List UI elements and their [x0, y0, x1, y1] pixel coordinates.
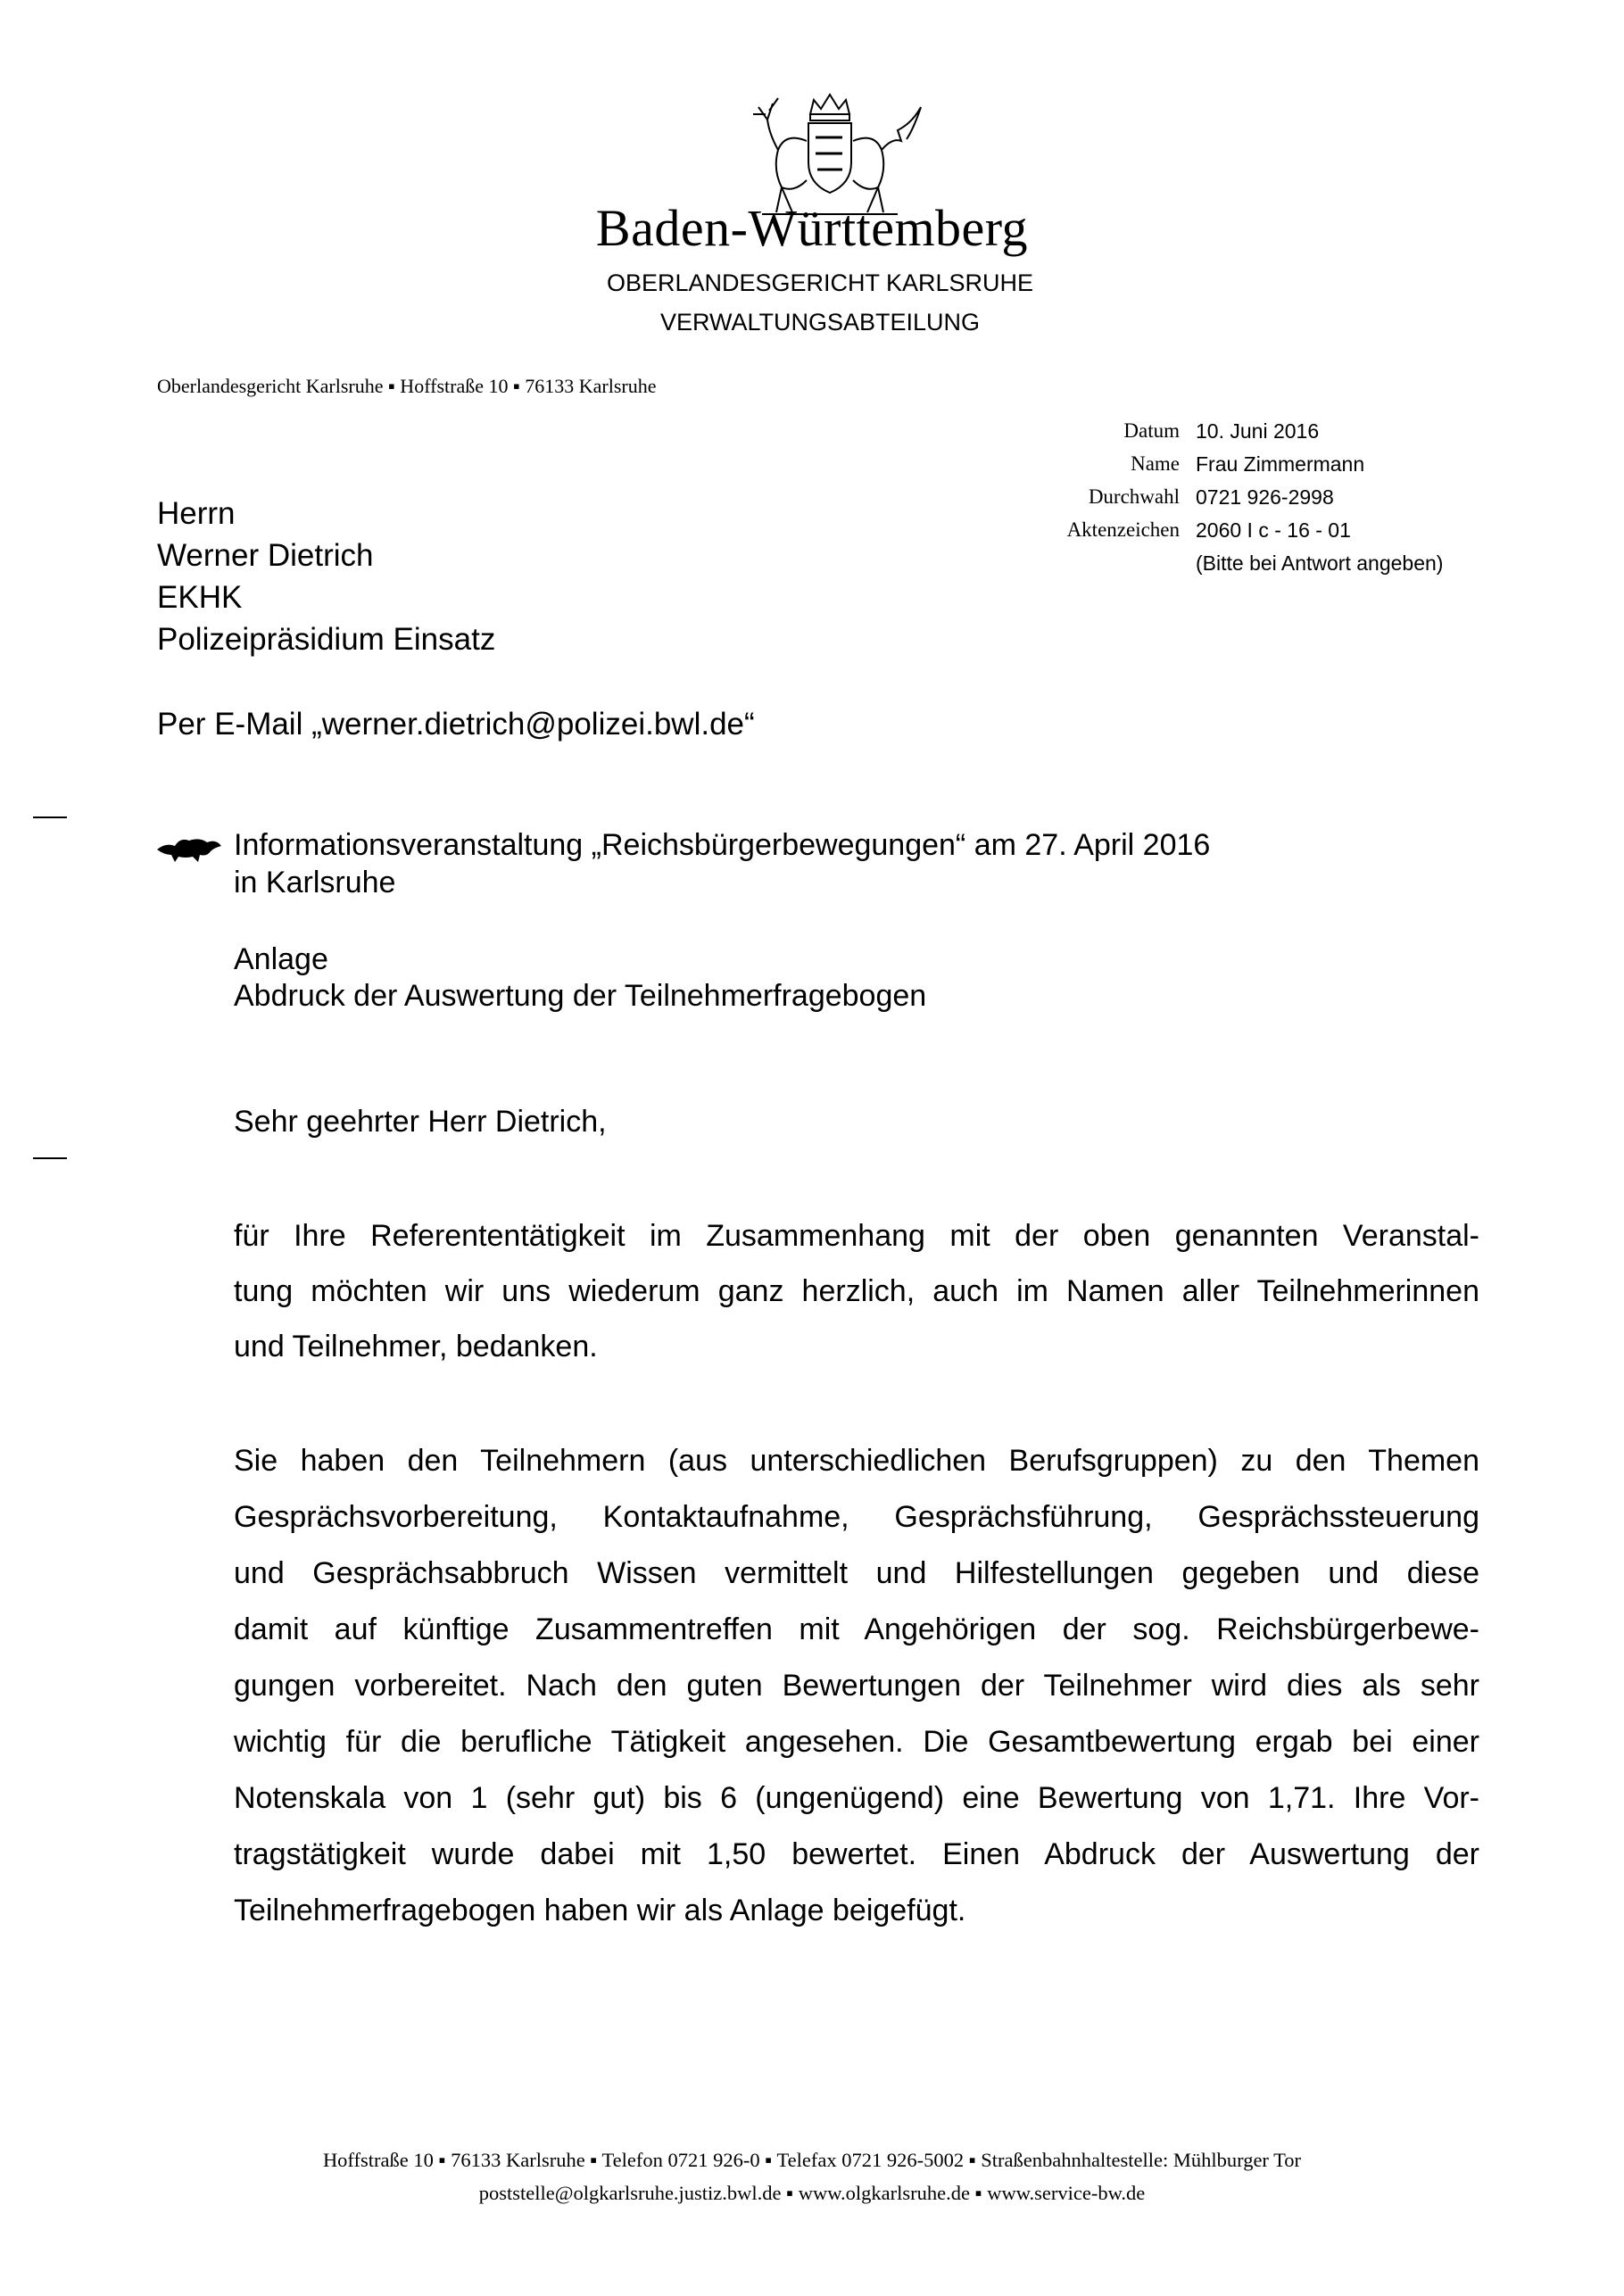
meta-row-name: [982, 452, 1517, 485]
paragraph-line: tragstätigkeit wurde dabei mit 1,50 bewertet. Einen Abdruck der Auswertung der: [234, 1837, 1479, 1871]
paragraph-line: und Teilnehmer, bedanken.: [234, 1330, 598, 1364]
subject-line: in Karlsruhe: [234, 866, 396, 899]
sender-address-line: Oberlandesgericht Karlsruhe ▪ Hoffstraße 10 ▪ 76133 Karlsruhe: [157, 375, 657, 397]
meta-label: Name: [1131, 452, 1180, 475]
footer-contact-line: poststelle@olgkarlsruhe.justiz.bwl.de ▪ www.olgkarlsruhe.de ▪ www.service-bw.de: [478, 2182, 1146, 2204]
meta-row-file-number: [982, 518, 1517, 551]
state-name: Baden-Württemberg: [595, 199, 1029, 257]
recipient-line: Werner Dietrich: [157, 538, 374, 573]
authority-name: OBERLANDESGERICHT KARLSRUHE: [606, 269, 1034, 296]
paragraph-line: wichtig für die berufliche Tätigkeit angesehen. Die Gesamtbewertung ergab bei einer: [234, 1725, 1479, 1759]
subject-line: Informationsveranstaltung „Reichsbürgerbewegungen“ am 27. April 2016: [234, 828, 1211, 862]
meta-note: (Bitte bei Antwort angeben): [1196, 551, 1444, 575]
meta-label: Durchwahl: [1088, 485, 1180, 508]
paragraph-line: und Gesprächsabbruch Wissen vermittelt und Hilfestellungen gegeben und diese: [234, 1556, 1479, 1590]
paragraph-line: Notenskala von 1 (sehr gut) bis 6 (ungenügend) eine Bewertung von 1,71. Ihre Vor-: [234, 1781, 1479, 1815]
meta-value: 2060 I c - 16 - 01: [1196, 518, 1351, 542]
fold-mark: [33, 816, 67, 818]
lion-icon: [153, 830, 223, 866]
footer-address-line: Hoffstraße 10 ▪ 76133 Karlsruhe ▪ Telefon 0721 926-0 ▪ Telefax 0721 926-5002 ▪ Straßenbahnhaltestelle: Mühlburger Tor: [322, 2149, 1302, 2171]
recipient-line: Herrn: [157, 496, 236, 531]
paragraph-line: gungen vorbereitet. Nach den guten Bewertungen der Teilnehmer wird dies als sehr: [234, 1669, 1479, 1703]
meta-value: 10. Juni 2016: [1196, 419, 1320, 443]
department-name: VERWALTUNGSABTEILUNG: [659, 309, 981, 336]
paragraph-line: Sie haben den Teilnehmern (aus unterschiedlichen Berufsgruppen) zu den Themen: [234, 1444, 1479, 1478]
fold-mark: [33, 1157, 67, 1159]
paragraph-line: Teilnehmerfragebogen haben wir als Anlage beigefügt.: [234, 1894, 966, 1927]
meta-row-note: [982, 551, 1517, 584]
paragraph-line: damit auf künftige Zusammentreffen mit Angehörigen der sog. Reichsbürgerbewe-: [234, 1612, 1479, 1646]
recipient-line: Polizeipräsidium Einsatz: [157, 622, 496, 657]
attachment-text: Abdruck der Auswertung der Teilnehmerfragebogen: [234, 979, 927, 1013]
meta-row-extension: [982, 485, 1517, 518]
meta-value: 0721 926-2998: [1196, 485, 1334, 509]
meta-label: Aktenzeichen: [1066, 518, 1180, 541]
meta-value: Frau Zimmermann: [1196, 452, 1365, 476]
paragraph-line: für Ihre Referententätigkeit im Zusammenhang mit der oben genannten Veranstal-: [234, 1219, 1479, 1253]
recipient-email-line: Per E-Mail „werner.dietrich@polizei.bwl.de“: [157, 707, 755, 742]
meta-row-date: [982, 419, 1517, 452]
recipient-line: EKHK: [157, 580, 243, 615]
paragraph-line: Gesprächsvorbereitung, Kontaktaufnahme, Gesprächsführung, Gesprächssteuerung: [234, 1500, 1479, 1534]
meta-label: Datum: [1123, 419, 1180, 442]
attachment-label: Anlage: [234, 942, 328, 976]
salutation: Sehr geehrter Herr Dietrich,: [234, 1105, 607, 1139]
paragraph-line: tung möchten wir uns wiederum ganz herzlich, auch im Namen aller Teilnehmerinnen: [234, 1274, 1479, 1308]
